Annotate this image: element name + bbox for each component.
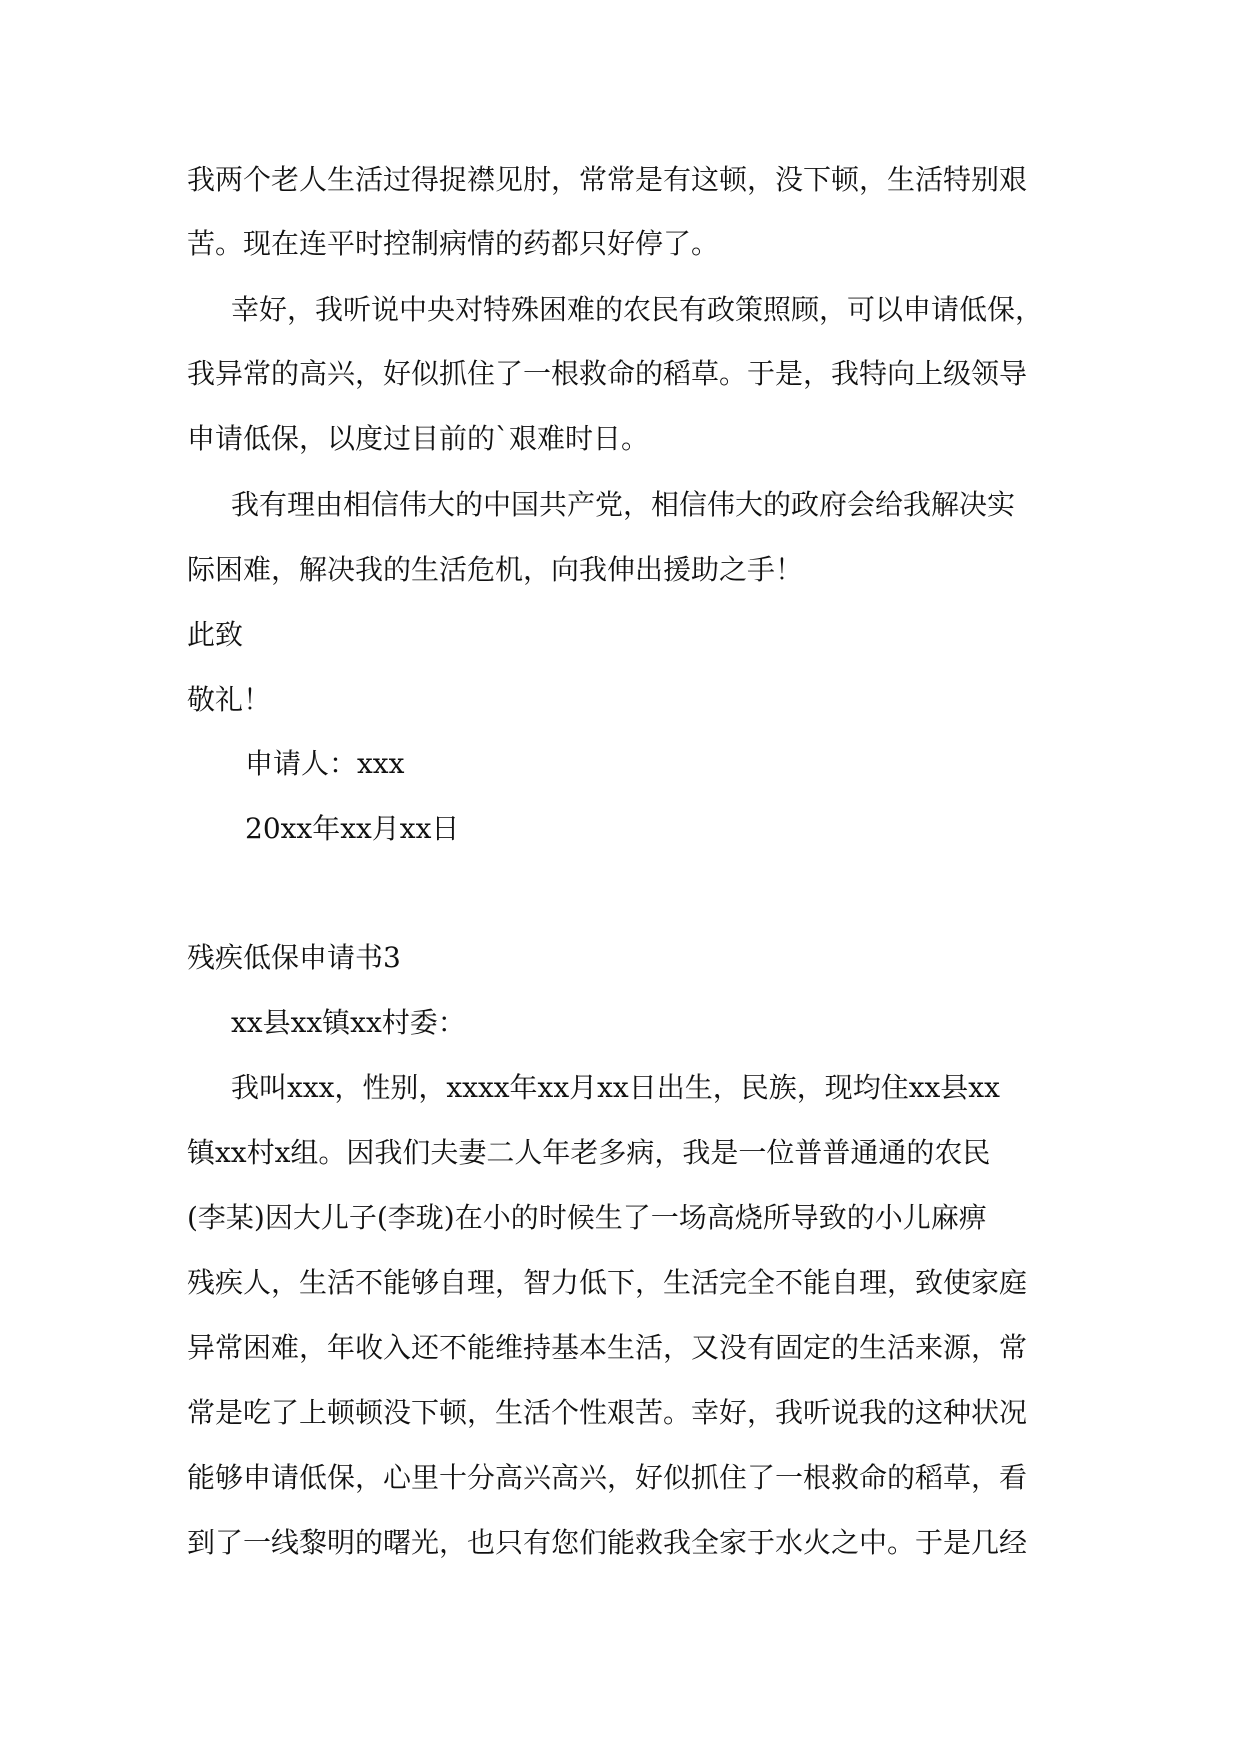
text-line: 残疾人，生活不能够自理，智力低下，生活完全不能自理，致使家庭: [187, 1266, 1028, 1299]
text-line: 际困难，解决我的生活危机，向我伸出援助之手！: [187, 553, 804, 586]
applicant-signature: 申请人：xxx: [245, 747, 405, 780]
text-line: 我两个老人生活过得捉襟见肘，常常是有这顿，没下顿，生活特别艰: [187, 163, 1028, 196]
closing-line: 此致: [187, 618, 244, 651]
closing-line: 敬礼！: [187, 683, 272, 716]
text-line: 镇xx村x组。因我们夫妻二人年老多病，我是一位普普通通的农民: [187, 1136, 991, 1169]
section-title: 残疾低保申请书3: [187, 941, 401, 974]
text-line: 异常困难，年收入还不能维持基本生活，又没有固定的生活来源，常: [187, 1331, 1028, 1364]
text-line: 苦。现在连平时控制病情的药都只好停了。: [187, 227, 720, 260]
text-line: 我异常的高兴，好似抓住了一根救命的稻草。于是，我特向上级领导: [187, 357, 1028, 390]
text-line: (李某)因大儿子(李珑)在小的时候生了一场高烧所导致的小儿麻痹: [187, 1201, 987, 1234]
text-line: 我有理由相信伟大的中国共产党，相信伟大的政府会给我解决实: [231, 488, 1016, 521]
text-line: 幸好，我听说中央对特殊困难的农民有政策照顾，可以申请低保，: [231, 293, 1044, 326]
text-line: 常是吃了上顿顿没下顿，生活个性艰苦。幸好，我听说我的这种状况: [187, 1396, 1028, 1429]
text-line: 我叫xxx，性别，xxxx年xx月xx日出生，民族，现均住xx县xx: [231, 1071, 1000, 1104]
salutation: xx县xx镇xx村委：: [231, 1006, 466, 1039]
text-line: 申请低保，以度过目前的`艰难时日。: [187, 422, 650, 455]
signature-date: 20xx年xx月xx日: [245, 812, 460, 845]
text-line: 能够申请低保，心里十分高兴高兴，好似抓住了一根救命的稻草，看: [187, 1461, 1028, 1494]
text-line: 到了一线黎明的曙光，也只有您们能救我全家于水火之中。于是几经: [187, 1526, 1028, 1559]
